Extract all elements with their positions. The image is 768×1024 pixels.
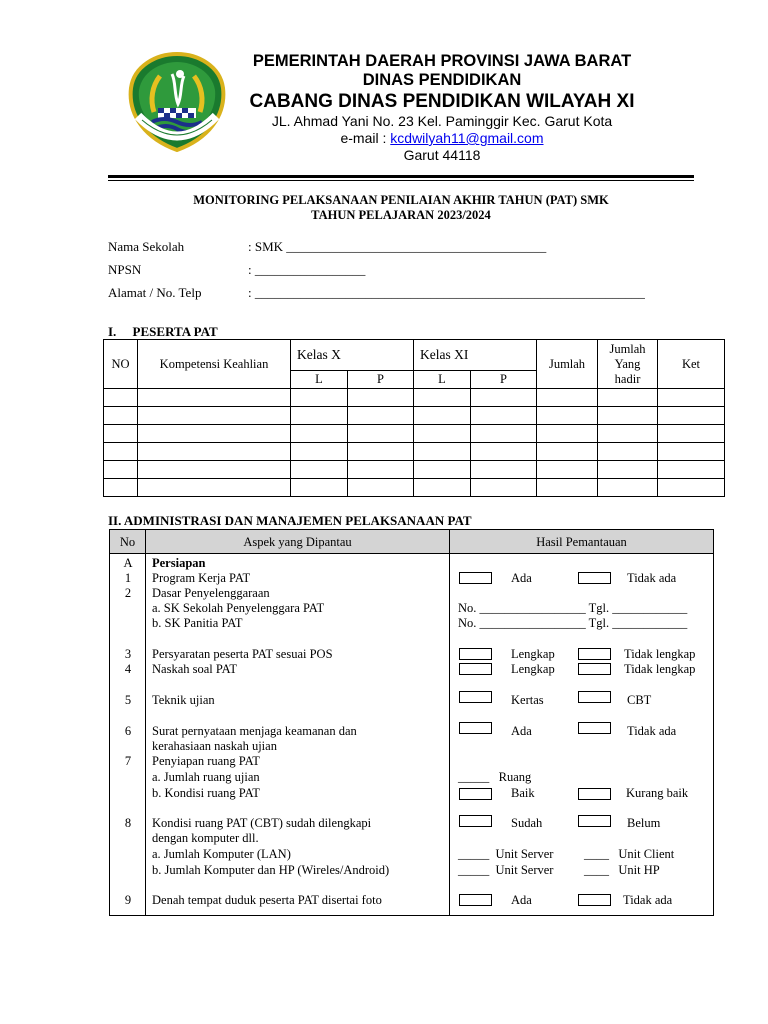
input-line[interactable]: ____ Unit HP: [584, 863, 660, 877]
col-kelas-xi: Kelas XI: [414, 340, 537, 371]
option-label: Lengkap: [511, 662, 555, 676]
checkbox[interactable]: [459, 572, 492, 584]
option-label: Kurang baik: [626, 786, 689, 800]
col-jumlah-hadir-line2: Yang: [614, 356, 641, 371]
document-title: [108, 193, 694, 223]
option-label: Tidak ada: [627, 724, 677, 738]
row-aspect: b. Kondisi ruang PAT: [152, 786, 260, 800]
section-1-heading: I. PESERTA PAT: [108, 324, 218, 339]
checkbox[interactable]: [459, 722, 492, 734]
input-line[interactable]: No. _________________ Tgl. ____________: [458, 616, 688, 630]
administration-table: [109, 529, 714, 916]
option-label: Tidak ada: [623, 893, 673, 907]
input-line[interactable]: No. _________________ Tgl. ____________: [458, 601, 688, 615]
field-label: Alamat / No. Telp: [108, 285, 202, 300]
table-row[interactable]: [104, 443, 725, 461]
col-kelas-x: Kelas X: [291, 340, 414, 371]
row-number: 1: [124, 571, 132, 585]
title-line-2: TAHUN PELAJARAN 2023/2024: [311, 208, 491, 222]
col-jumlah-hadir-line1: Jumlah: [609, 341, 646, 356]
col-aspek-header: Aspek yang Dipantau: [243, 535, 352, 549]
field-value[interactable]: : _________________: [248, 262, 366, 277]
west-java-emblem-logo: [128, 52, 226, 152]
email-link[interactable]: kcdwilyah11@gmail.com: [390, 130, 544, 146]
field-label: Nama Sekolah: [108, 239, 185, 254]
row-number: 8: [124, 816, 132, 830]
table-row[interactable]: [104, 479, 725, 497]
row-number: 3: [124, 647, 132, 661]
row-aspect: Denah tempat duduk peserta PAT disertai foto: [152, 893, 382, 907]
field-value[interactable]: : ____________________________________________________________: [248, 285, 645, 300]
field-value[interactable]: : SMK ________________________________________: [248, 239, 547, 254]
option-label: Baik: [511, 786, 535, 800]
row-aspect: b. Jumlah Komputer dan HP (Wireles/Android): [152, 863, 390, 877]
checkbox[interactable]: [459, 648, 492, 660]
row-aspect: dengan komputer dll.: [152, 831, 259, 845]
input-line[interactable]: _____ Unit Server: [458, 847, 554, 861]
participants-table: [103, 339, 725, 497]
checkbox[interactable]: [578, 572, 611, 584]
checkbox[interactable]: [459, 815, 492, 827]
option-label: Sudah: [511, 816, 543, 830]
checkbox[interactable]: [578, 722, 611, 734]
table-row[interactable]: [104, 389, 725, 407]
checkbox[interactable]: [578, 815, 611, 827]
row-aspect: a. Jumlah ruang ujian: [152, 770, 260, 784]
row-number: 9: [124, 893, 132, 907]
table-row[interactable]: [104, 461, 725, 479]
option-label: Tidak lengkap: [624, 647, 696, 661]
row-aspect: a. SK Sekolah Penyelenggara PAT: [152, 601, 325, 615]
checkbox[interactable]: [578, 648, 611, 660]
row-number: 2: [124, 586, 132, 600]
checkbox[interactable]: [578, 788, 611, 800]
column-divider: [449, 530, 450, 915]
letterhead-department: DINAS PENDIDIKAN: [362, 71, 522, 89]
letterhead-address: JL. Ahmad Yani No. 23 Kel. Paminggir Kec. Garut Kota: [271, 113, 613, 129]
col-x-l: L: [291, 371, 348, 389]
col-xi-p: P: [471, 371, 537, 389]
option-label: Tidak lengkap: [624, 662, 696, 676]
row-aspect: Kondisi ruang PAT (CBT) sudah dilengkapi: [152, 816, 372, 830]
col-xi-l: L: [414, 371, 471, 389]
col-jumlah: Jumlah: [537, 340, 598, 389]
row-number: 4: [124, 662, 132, 676]
section-2-heading: II. ADMINISTRASI DAN MANAJEMEN PELAKSANAAN PAT: [108, 513, 472, 528]
row-number: 5: [124, 693, 132, 707]
input-line[interactable]: _____ Unit Server: [458, 863, 554, 877]
checkbox[interactable]: [459, 663, 492, 675]
option-label: Tidak ada: [627, 571, 677, 585]
row-aspect: b. SK Panitia PAT: [152, 616, 243, 630]
checkbox[interactable]: [459, 894, 492, 906]
row-aspect: Surat pernyataan menjaga keamanan dan: [152, 724, 357, 738]
row-aspect: Naskah soal PAT: [152, 662, 237, 676]
option-label: Ada: [511, 893, 532, 907]
letterhead-rule-thick: [108, 175, 694, 178]
option-label: Belum: [627, 816, 661, 830]
input-line[interactable]: _____ Ruang: [458, 770, 532, 784]
row-aspect: kerahasiaan naskah ujian: [152, 739, 277, 753]
letterhead-rule-thin: [108, 180, 694, 181]
row-aspect: Persyaratan peserta PAT sesuai POS: [152, 647, 333, 661]
letterhead-city: Garut 44118: [403, 147, 481, 163]
checkbox[interactable]: [578, 663, 611, 675]
letterhead-email-line: [226, 130, 658, 147]
letterhead: [226, 52, 658, 164]
row-aspect: Penyiapan ruang PAT: [152, 754, 260, 768]
checkbox[interactable]: [459, 691, 492, 703]
row-aspect: Dasar Penyelenggaraan: [152, 586, 270, 600]
row-aspect: a. Jumlah Komputer (LAN): [152, 847, 291, 861]
letterhead-branch: CABANG DINAS PENDIDIKAN WILAYAH XI: [249, 91, 635, 112]
table-row[interactable]: [104, 425, 725, 443]
option-label: Lengkap: [511, 647, 555, 661]
col-jumlah-hadir-line3: hadir: [614, 371, 641, 386]
option-label: Kertas: [511, 693, 544, 707]
row-aspect: Persiapan: [152, 556, 206, 570]
checkbox[interactable]: [578, 894, 611, 906]
title-line-1: MONITORING PELAKSANAAN PENILAIAN AKHIR TAHUN (PAT) SMK: [193, 193, 609, 207]
col-x-p: P: [348, 371, 414, 389]
row-aspect: Teknik ujian: [152, 693, 215, 707]
row-number: A: [123, 556, 133, 570]
letterhead-government: PEMERINTAH DAERAH PROVINSI JAWA BARAT: [252, 52, 632, 70]
row-number: 7: [124, 754, 132, 768]
col-kompetensi: Kompetensi Keahlian: [138, 340, 291, 389]
col-no: NO: [104, 340, 138, 389]
row-aspect: Program Kerja PAT: [152, 571, 251, 585]
table-row[interactable]: [104, 407, 725, 425]
option-label: Ada: [511, 724, 532, 738]
row-number: 6: [124, 724, 132, 738]
checkbox[interactable]: [459, 788, 492, 800]
email-label: e-mail :: [340, 130, 391, 146]
col-ket: Ket: [658, 340, 725, 389]
option-label: Ada: [511, 571, 532, 585]
col-hasil-header: Hasil Pemantauan: [536, 535, 627, 549]
col-jumlah-hadir: [598, 340, 658, 389]
col-no-header: No: [119, 535, 136, 549]
field-label: NPSN: [108, 262, 142, 277]
input-line[interactable]: ____ Unit Client: [584, 847, 675, 861]
checkbox[interactable]: [578, 691, 611, 703]
option-label: CBT: [627, 693, 652, 707]
